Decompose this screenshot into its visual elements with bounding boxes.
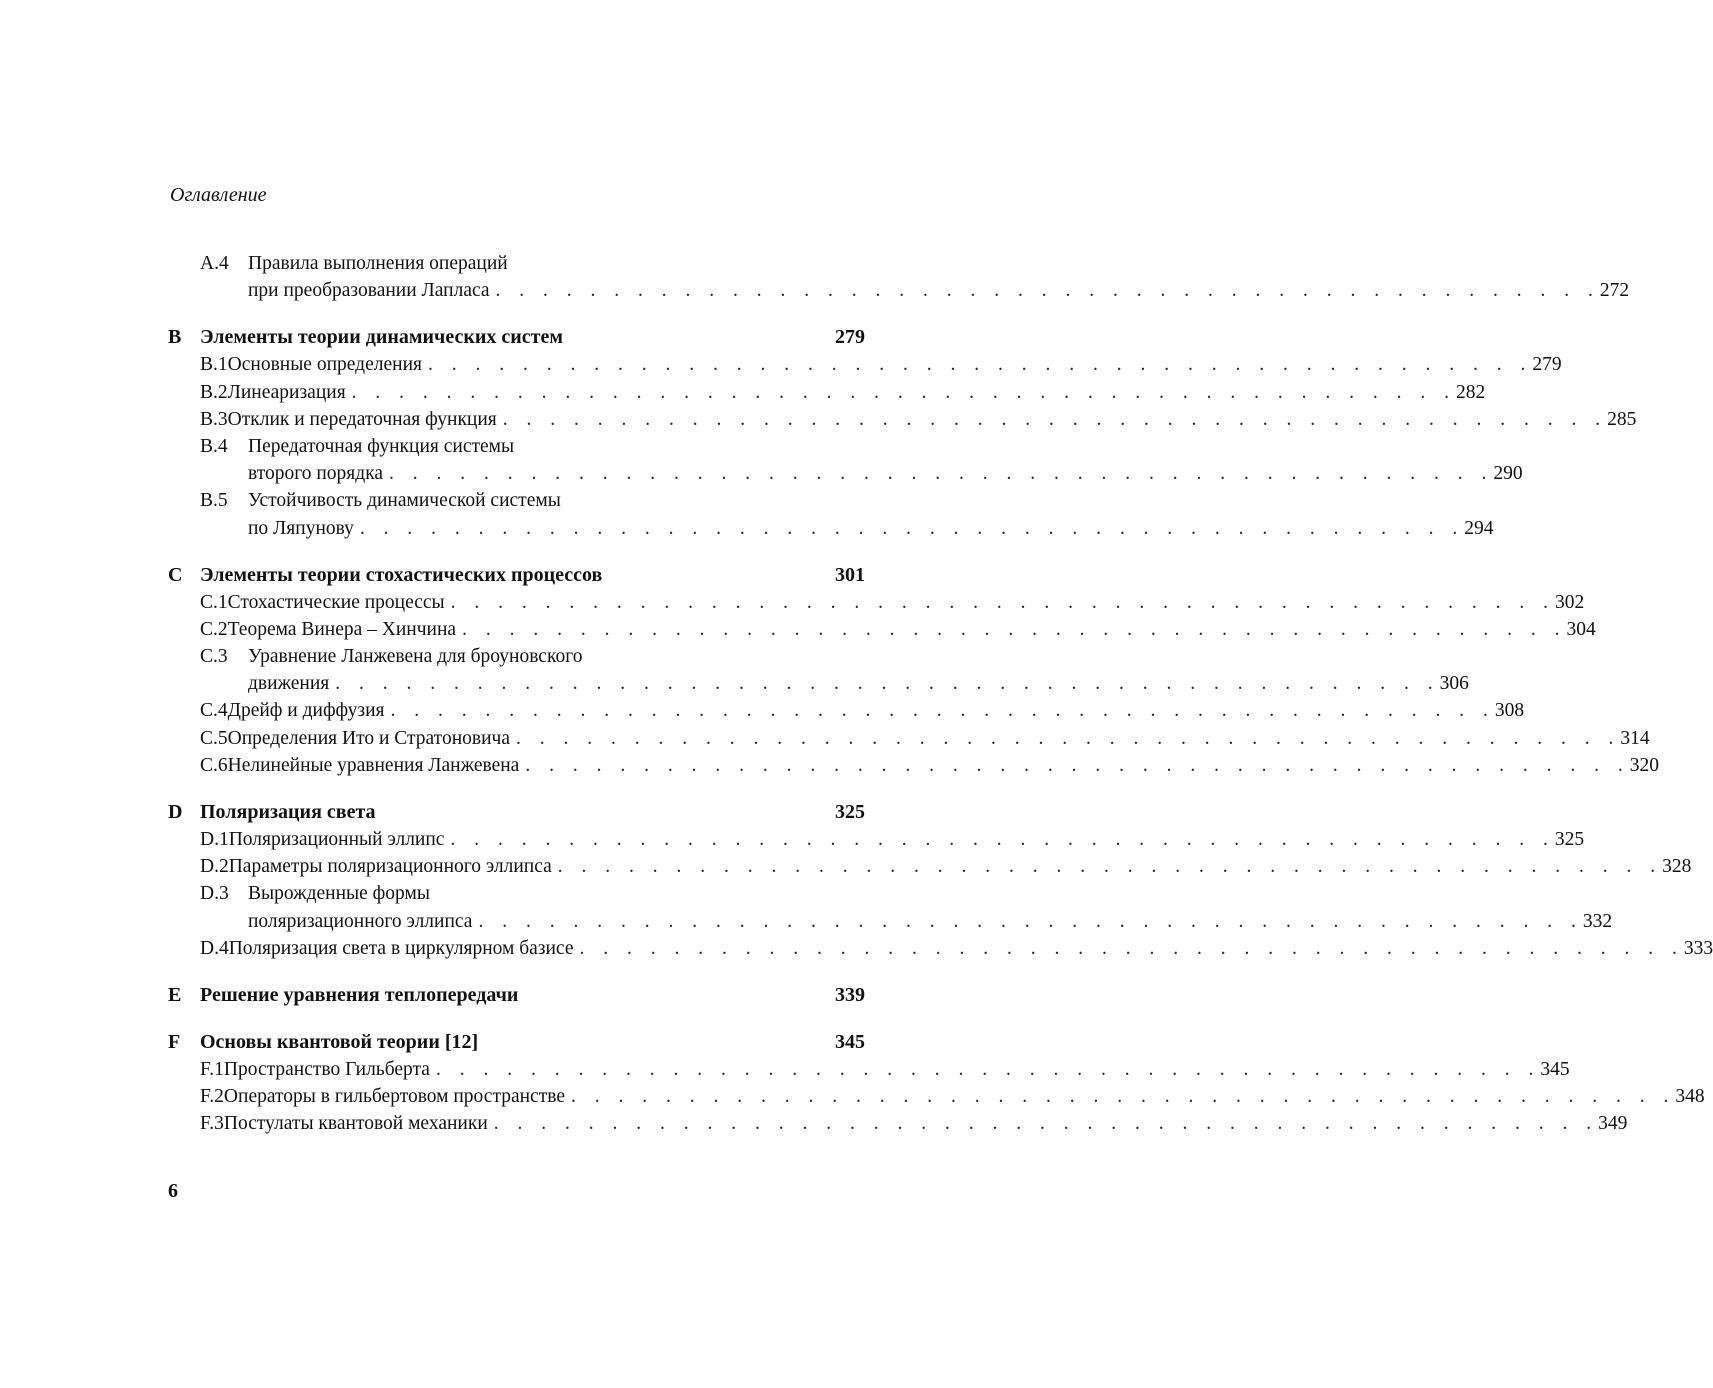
chapter-title: Основы квантовой теории [12] bbox=[200, 1030, 479, 1053]
section-title: Уравнение Ланжевена для броуновского bbox=[248, 646, 583, 668]
section-number: C.3 bbox=[200, 646, 228, 668]
section-title: Передаточная функция системы bbox=[248, 435, 515, 457]
section-title: Отклик и передаточная функция bbox=[227, 408, 497, 430]
section-title: Постулаты квантовой механики bbox=[223, 1113, 488, 1135]
section-entry[interactable] bbox=[168, 853, 1692, 880]
section-entry[interactable] bbox=[168, 250, 1630, 304]
section-title: Правила выполнения операций bbox=[248, 253, 508, 274]
toc-chapter bbox=[168, 250, 1630, 304]
table-of-contents bbox=[168, 250, 1713, 1138]
section-page: 285 bbox=[1607, 408, 1637, 430]
section-entry[interactable] bbox=[168, 406, 1637, 433]
section-title: Поляризационный эллипс bbox=[228, 829, 445, 850]
chapter-title: Поляризация света bbox=[200, 801, 376, 823]
leader-dots: . . . . . . . . . . . . . . . . . . . . . . . . . . . . . . . . . . . . . . . . . . . . . . . bbox=[557, 856, 1663, 878]
section-number: F.3 bbox=[200, 1113, 224, 1135]
section-title: Определения Ито и Стратоновича bbox=[227, 727, 510, 749]
section-entry[interactable] bbox=[168, 379, 1486, 406]
leader-dots: . . . . . . . . . . . . . . . . . . . . . . . . . . . . . . . . . . . . . . . . . . . . . . . bbox=[427, 354, 1533, 376]
section-page: 272 bbox=[1599, 280, 1630, 302]
section-entry[interactable] bbox=[168, 935, 1713, 962]
section-entry[interactable] bbox=[168, 725, 1650, 752]
section-number: C.1 bbox=[200, 591, 228, 613]
section-title: Нелинейные уравнения Ланжевена bbox=[227, 754, 520, 776]
chapter-letter: E bbox=[168, 983, 182, 1006]
section-number: D.4 bbox=[200, 937, 229, 959]
section-entry[interactable] bbox=[168, 1083, 1705, 1110]
section-title-continued: второго порядка bbox=[248, 463, 384, 485]
section-title-continued: по Ляпунову bbox=[248, 517, 354, 539]
section-entry[interactable] bbox=[168, 1056, 1570, 1083]
section-page: 332 bbox=[1582, 910, 1613, 932]
leader-dots: . . . . . . . . . . . . . . . . . . . . . . . . . . . . . . . . . . . . . . . . . . . . . . . bbox=[525, 754, 1630, 776]
section-entry[interactable] bbox=[168, 826, 1585, 853]
leader-dots: . . . . . . . . . . . . . . . . . . . . . . . . . . . . . . . . . . . . . . . . . . . . . . . bbox=[351, 381, 1457, 403]
section-number: B.1 bbox=[200, 354, 228, 376]
section-page: 328 bbox=[1662, 856, 1692, 878]
leader-dots: . . . . . . . . . . . . . . . . . . . . . . . . . . . . . . . . . . . . . . . . . . . . . . . bbox=[435, 1058, 1541, 1080]
section-entry[interactable] bbox=[168, 487, 1494, 541]
chapter-page: 325 bbox=[835, 801, 865, 823]
section-page: 306 bbox=[1439, 673, 1469, 695]
leader-dots: . . . . . . . . . . . . . . . . . . . . . . . . . . . . . . . . . . . . . . . . . . . . . . . bbox=[390, 700, 1495, 722]
section-title: Дрейф и диффузия bbox=[227, 700, 385, 722]
running-header: Оглавление bbox=[170, 184, 267, 206]
chapter-entry[interactable] bbox=[168, 561, 865, 589]
section-number: D.2 bbox=[200, 856, 229, 878]
section-number: B.4 bbox=[200, 435, 228, 457]
section-entry[interactable] bbox=[168, 589, 1585, 616]
section-number: B.3 bbox=[200, 408, 228, 430]
section-title: Линеаризация bbox=[227, 381, 346, 403]
leader-dots: . . . . . . . . . . . . . . . . . . . . . . . . . . . . . . . . . . . . . . . . . . . . . . . bbox=[450, 829, 1555, 850]
section-page: 325 bbox=[1554, 829, 1585, 850]
section-number: D.1 bbox=[200, 829, 229, 850]
section-entry[interactable] bbox=[168, 1110, 1628, 1137]
chapter-title: Элементы теории стохастических процессов bbox=[200, 563, 603, 586]
section-page: 314 bbox=[1620, 727, 1650, 749]
section-page: 302 bbox=[1555, 591, 1585, 613]
section-number: D.3 bbox=[200, 883, 229, 905]
toc-chapter bbox=[168, 981, 865, 1009]
chapter-letter: F bbox=[168, 1030, 181, 1053]
section-title-continued: при преобразовании Лапласа bbox=[248, 280, 490, 302]
leader-dots: . . . . . . . . . . . . . . . . . . . . . . . . . . . . . . . . . . . . . . . . . . . . . . . bbox=[359, 517, 1465, 539]
leader-dots: . . . . . . . . . . . . . . . . . . . . . . . . . . . . . . . . . . . . . . . . . . . . . . . bbox=[502, 408, 1608, 430]
chapter-entry[interactable] bbox=[168, 323, 865, 351]
section-entry[interactable] bbox=[168, 643, 1469, 697]
section-number: C.6 bbox=[200, 754, 228, 776]
section-page: 279 bbox=[1532, 354, 1562, 376]
section-entry[interactable] bbox=[168, 433, 1523, 487]
chapter-title: Решение уравнения теплопередачи bbox=[200, 983, 519, 1006]
leader-dots: . . . . . . . . . . . . . . . . . . . . . . . . . . . . . . . . . . . . . . . . . . . . . . . bbox=[570, 1086, 1676, 1108]
section-title: Теорема Винера – Хинчина bbox=[227, 618, 457, 640]
chapter-letter: D bbox=[168, 801, 183, 823]
section-title: Устойчивость динамической системы bbox=[248, 490, 561, 512]
toc-chapter bbox=[168, 561, 1659, 779]
section-title: Операторы в гильбертовом пространстве bbox=[223, 1086, 565, 1108]
leader-dots: . . . . . . . . . . . . . . . . . . . . . . . . . . . . . . . . . . . . . . . . . . . . . . . bbox=[335, 673, 1440, 695]
section-entry[interactable] bbox=[168, 880, 1613, 934]
chapter-entry[interactable] bbox=[168, 1028, 865, 1056]
section-title: Вырожденные формы bbox=[248, 883, 430, 905]
section-title-continued: поляризационного эллипса bbox=[248, 910, 473, 932]
chapter-letter: B bbox=[168, 326, 182, 349]
section-number: A.4 bbox=[200, 253, 229, 274]
chapter-page: 339 bbox=[835, 983, 865, 1006]
section-title: Основные определения bbox=[227, 354, 422, 376]
leader-dots: . . . . . . . . . . . . . . . . . . . . . . . . . . . . . . . . . . . . . . . . . . . . . . . bbox=[579, 937, 1684, 959]
section-entry[interactable] bbox=[168, 752, 1659, 779]
chapter-page: 301 bbox=[835, 563, 865, 586]
section-title: Пространство Гильберта bbox=[223, 1058, 430, 1080]
section-number: F.1 bbox=[200, 1058, 224, 1080]
leader-dots: . . . . . . . . . . . . . . . . . . . . . . . . . . . . . . . . . . . . . . . . . . . . . . . bbox=[450, 591, 1556, 613]
section-page: 308 bbox=[1494, 700, 1525, 722]
toc-chapter bbox=[168, 798, 1713, 962]
section-number: C.2 bbox=[200, 618, 228, 640]
section-page: 304 bbox=[1566, 618, 1596, 640]
section-entry[interactable] bbox=[168, 616, 1596, 643]
chapter-title: Элементы теории динамических систем bbox=[200, 326, 563, 349]
section-page: 290 bbox=[1493, 463, 1523, 485]
section-page: 294 bbox=[1464, 517, 1494, 539]
section-page: 349 bbox=[1598, 1113, 1628, 1135]
leader-dots: . . . . . . . . . . . . . . . . . . . . . . . . . . . . . . . . . . . . . . . . . . . . . . . bbox=[515, 727, 1621, 749]
leader-dots: . . . . . . . . . . . . . . . . . . . . . . . . . . . . . . . . . . . . . . . . . . . . . . . bbox=[478, 910, 1583, 932]
leader-dots: . . . . . . . . . . . . . . . . . . . . . . . . . . . . . . . . . . . . . . . . . . . . . . . bbox=[493, 1113, 1599, 1135]
toc-chapter bbox=[168, 1028, 1705, 1138]
section-title: Поляризация света в циркулярном базисе bbox=[228, 937, 574, 959]
section-title: Стохастические процессы bbox=[227, 591, 445, 613]
leader-dots: . . . . . . . . . . . . . . . . . . . . . . . . . . . . . . . . . . . . . . . . . . . . . . . bbox=[389, 463, 1494, 485]
section-page: 345 bbox=[1540, 1058, 1570, 1080]
section-entry[interactable] bbox=[168, 697, 1525, 724]
chapter-entry[interactable] bbox=[168, 981, 865, 1009]
section-entry[interactable] bbox=[168, 351, 1562, 378]
section-title: Параметры поляризационного эллипса bbox=[228, 856, 552, 878]
section-number: F.2 bbox=[200, 1086, 224, 1108]
chapter-entry[interactable] bbox=[168, 798, 865, 826]
chapter-letter: C bbox=[168, 563, 183, 586]
chapter-page: 345 bbox=[835, 1030, 865, 1053]
leader-dots: . . . . . . . . . . . . . . . . . . . . . . . . . . . . . . . . . . . . . . . . . . . . . . . bbox=[462, 618, 1567, 640]
page-number: 6 bbox=[168, 1180, 178, 1202]
toc-chapter bbox=[168, 323, 1637, 541]
chapter-page: 279 bbox=[835, 326, 865, 349]
leader-dots: . . . . . . . . . . . . . . . . . . . . . . . . . . . . . . . . . . . . . . . . . . . . . . . bbox=[495, 280, 1600, 302]
section-page: 348 bbox=[1675, 1086, 1705, 1108]
section-page: 282 bbox=[1456, 381, 1486, 403]
section-page: 333 bbox=[1683, 937, 1713, 959]
section-number: C.4 bbox=[200, 700, 228, 722]
section-page: 320 bbox=[1629, 754, 1659, 776]
section-number: C.5 bbox=[200, 727, 228, 749]
section-title-continued: движения bbox=[248, 673, 330, 695]
section-number: B.2 bbox=[200, 381, 228, 403]
section-number: B.5 bbox=[200, 490, 228, 512]
